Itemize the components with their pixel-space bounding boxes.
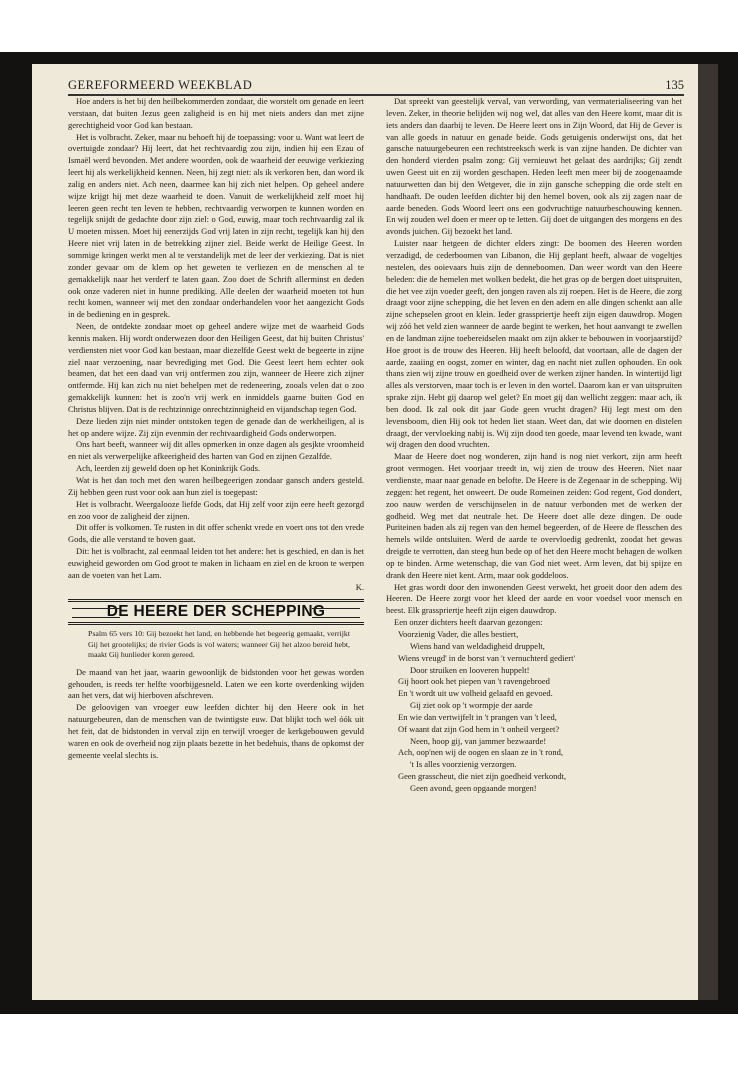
left-article [68,96,364,582]
poem [386,629,682,795]
author-signature: K. [355,581,364,592]
paragraph: Dit offer is volkomen. Te rusten in dit offer schenkt vrede en voert ons tot den vrede Gods, die alle verstand te boven gaat. [68,522,364,545]
page-number: 135 [665,78,684,92]
paragraph: Neen, de ontdekte zondaar moet op geheel andere wijze met de waarheid Gods kennis maken. Hij wordt onderwezen door den Heiligen Geest, dat hij buiten Christus' verdiensten niet voor God kan bestaan, maar diezelfde Geest wekt de begeerte in zijne ziel naar verzoening, naar bevrediging met God. Die Geest leert hem echter ook beamen, dat het een daad van vrij ontfermen zou zijn, wanneer de Heere zich zijner ontfermde. Hij kan zich nu niet behelpen met de redeneering, zooals velen dat o zoo gemakkelijk kunnen: het is zoo'n vrij werk en inmiddels gaarne buiten God en Christus blijven. Dat is de rechtzinnige onrechtzinnigheid en vijandschap tegen God. [68,321,364,414]
paragraph: Ons hart beeft, wanneer wij dit alles opmerken in onze dagen als gesjkte vroomheid en niet als verwerpelijke afkeerigheid des harten van God en zijnen Gezalfde. [68,439,364,462]
poem-line: Of waant dat zijn God hem in 't onheil vergeet? [398,723,560,734]
poem-line: En wie dan vertwijfelt in 't prangen van 't leed, [398,711,557,722]
publication-title: GEREFORMEERD WEEKBLAD [68,78,253,92]
poem-line: En 't wordt uit uw volheid gelaafd en gevoed. [398,688,553,699]
section-title: DE HEERE DER SCHEPPING [106,603,326,621]
paragraph: Deze lieden zijn niet minder ontstoken tegen de genade dan de werkheiligen, al is het op andere wijze. Zij zijn evenmin der rechtvaardigheid Gods onderworpen. [68,415,364,438]
paragraph: Het is volbracht. Weergalooze liefde Gods, dat Hij zelf voor zijn eere heeft gezorgd en zoo voor de zaligheid der zijnen. [68,498,364,521]
poem-line: Wiens vreugd' in de borst van 't vernuchterd gediert' [398,652,576,663]
poem-line: Neen, hoop gij, van jammer bezwaarde! [410,735,547,746]
poem-line: Gij hoort ook het piepen van 't ravengebroed [398,676,550,687]
paragraph: Het gras wordt door den inwonenden Geest verwekt, het groeit door den adem des Heeren. De Heere zorgt voor het kleed der aarde en voor voedsel voor mensch en beest. Elk grasspriertje heeft zijn eigen dauwdrop. [386,581,682,616]
poem-line: Ach, oop'nen wij de oogen en slaan ze in 't rond, [398,747,563,758]
paragraph: Wat is het dan toch met den waren heilbegeerigen zondaar gansch anders gesteld. Zij hebben geen rust voor ook aan hun ziel is toegepast: [68,475,364,497]
heading-ornament-right [312,608,360,618]
poem-line: Geen grasscheut, die niet zijn goedheid verkondt, [398,771,567,782]
left-column [68,96,364,986]
scripture-epigraph: Psalm 65 vers 10: Gij bezoekt het land, en hebbende het begeerig gemaakt, verrijkt Gij het grootelijks; de rivier Gods is vol waters; wanneer Gij het alzoo bereid hebt, maakt Gij hunlieder koren gereed. [88,629,350,660]
paragraph: Dat spreekt van geestelijk verval, van verwording, van vermaterialiseering van het leven. Zeker, in theorie belijden wij nog wel, dat alles van den Heere komt, maar dit is iets anders dan daarbij te leven. De Heere leert ons in Zijn Woord, dat Hij de Gever is van alle goeds in natuur en genade beide. Gods getuigenis onderwijst ons, dat het gansche natuurgebeuren een rechtstreeksch werk is van zijne handen. De dichter van den honderd vierden psalm zong: Gij vernieuwt het gelaat des aardrijks; Gij zendt uwen Geest uit en zij worden geschapen. Heden leeft men meer bij de zoogenaamde natuurwetten dan bij den Wetgever, die in zijn gansche schepping die orde stelt en handhaaft. De ouden leefden dichter bij den hemel boven, ook als zij zagen naar de aarde beneden. Gods Woord leert ons een godvruchtige natuurbeschouwing kennen. En wij zouden wel doen er meer op te letten. Gij doet de uitgangen des morgens en des avonds juichen. Gij bezoekt het land. [386,96,682,237]
paragraph: De geloovigen van vroeger euw leefden dichter bij den Heere ook in het natuurgebeuren, dan de menschen van de twintigste euw. Dat blijkt toch wel óók uit het feit, dat de bidstonden in verval zijn en terwijl vroeger de kerkgebouwen gevuld waren en ook de overheid nog zijn plaats bezette in het bedehuis, thans de opkomst der gemeente veelal slechts is. [68,702,364,760]
paragraph: De maand van het jaar, waarin gewoonlijk de bidstonden voor het gewas worden gehouden, is reeds ter helfte voorbijgesneld. Laten we een korte overdenking wijden aan het vers, dat wij hierboven afschreven. [68,666,364,701]
paragraph: Hoe anders is het bij den heilbekommerden zondaar, die worstelt om genade en leert verstaan, dat buiten Jezus geen zaligheid is en hij met niets anders dan met zijne gerechtigheid voor God kan bestaan. [68,96,364,130]
paragraph: Het is volbracht. Zeker, maar nu behoeft hij de toepassing: voor u. Want wat leert de overtuigde zondaar? Hij leert, dat het rechtvaardig zou zijn, indien hij een Ezau of Ismaël werd bevonden. Met andere woorden, ook de waarheid der eeuwige verkiezing leert hij als werkelijkheid kennen. Neen, hij zegt niet: als ik verkoren ben, dan word ik zalig en anders niet. Ach neen, daarmee kan hij zich niet helpen. Op geheel andere wijze krijgt hij met deze waarheid te doen. Vanuit de werkelijkheid zelf moet hij leeren geen recht ten leven te hebben, rechtvaardig verworpen te kunnen worden en tegelijk snijdt de gedachte door zijn ziel: o God, euwig, maar toch rechtvaardig zal ik U moeten missen. Moet hij eenerzijds God vrij laten in zijn recht, tegelijk kan hij den Heere niet vrij laten in de betrekking zijner ziel. Beide werkt de Heilige Geest. In sommige kringen werkt men al te verstandelijk met de leer der verkiezing. Dat is niet zonder gevaar om de klem op het geweten te verliezen en de menschen al te gemakkelijk naar het verderf te laten gaan. Zoo doet de Schrift allerminst en deden ook onze vaderen niet in hunne prediking. Alle deelen der waarheid moeten tot hun recht komen, wanneer wij met den zondaar onderhandelen voor het aangezicht Gods in de bediening en in gesprek. [68,131,364,320]
paragraph: Maar de Heere doet nog wonderen, zijn hand is nog niet verkort, zijn arm heeft groot vermogen. Het voorjaar treedt in, wij zien de trouw des Heeren. Niet naar verdienste, maar naar genade en belofte. De Heere is de Zegenaar in de schepping. Wij zeggen: het regent, het onweert. De oude Romeinen zeiden: God regent, God dondert, zoo nauw werden de verschijnselen in de natuur verbonden met de werken der godheid. Weg met dat neutrale het. De Heere doet alle deze dingen. De oude Puriteinen baden als zij regen van den hemel begeerden, of de Heere de flesschen des hemels wilde ontsluiten. Werd de aarde te overvloedig gedrenkt, zoodat het gewas dreigde te verrotten, dan steeg hun bede op of het den Heere mocht behagen de wolken op te binden. Arme wetenschap, die van God niet weet. Arm leven, dat bij spijze en drank den Heere niet kent. Arm, maar ook goddeloos. [386,451,682,580]
scan-border-edge [698,64,718,1000]
right-column [386,96,682,986]
paragraph: Dit: het is volbracht, zal eenmaal leiden tot het andere: het is geschied, en dan is het euwigheid geworden om God groot te maken in lichaam en ziel en de kroon te werpen aan de voeten van het Lam. [68,546,364,580]
poem-line: Wiens hand van weldadigheid druppelt, [410,640,545,651]
heading-ornament-left [72,608,120,618]
poem-line: Door struiken en looveren huppelt! [410,664,530,675]
page-header [68,78,684,96]
paragraph: Een onzer dichters heeft daarvan gezongen: [394,617,543,628]
newspaper-page [32,64,718,1000]
poem-line: Voorzienig Vader, die alles bestiert, [398,628,519,639]
section-heading-box [68,599,364,625]
paragraph: Ach, leerden zij geweld doen op het Koninkrijk Gods. [76,463,261,474]
paragraph: Luister naar hetgeen de dichter elders zingt: De boomen des Heeren worden verzadigd, de cederboomen van Libanon, die Hij geplant heeft, alwaar de vogeltjes nestelen, des ooievaars huis zijn de denneboomen. Dan weer wordt van den Heere beleden: die de hemelen met wolken bedekt, die het gras op de bergen doet uitspruiten, die het vee zijn voeder geeft, den jongen raven als zij roepen. Het is de Heere, die zorg draagt voor zijne schepping, die het leven en den adem en alle dingen schenkt aan alle zijne schepselen groot en klein. Ieder grasspriertje heeft zijn eigen dauwdrop. Mogen wij zóó het veld zien wanneer de aarde begint te werken, het hout aanvangt te zwellen en de landman zijne toebereidselen maakt om zijn akker te bebouwen in voorjaarstijd? Hoe groot is de trouw des Heeren. Hij heeft beloofd, dat voortaan, alle de dagen der aarde, zaaiing en oogst, zomer en winter, dag en nacht niet zullen ophouden. En ook thans zien wij zijne trouw en goedheid over de werken zijner handen. In wintertijd ligt alles als verstorven, maar toch is er leven in den wortel. Daarom kan er van uitspruiten sprake zijn. Hebt gij daarop wel gelet? En moet gij dan wellicht zeggen: maar ach, ik ben dood. Ik zal ook dit jaar Gode geen vrucht dragen? Hij legt mest om den levensboom, dien Hij ook tot heden liet staan. Weet dan, dat wie doornen en distelen draagt, der vervloeking nabij is. Wij zijn dood ten goede, maar levend ten kwade, want wij dragen den dood vruchten. [386,238,682,450]
right-article [386,96,682,629]
poem-line: 't Is alles voorzienig verzorgen. [410,759,517,770]
section-article [68,667,364,762]
poem-line: Geen avond, geen opgaande morgen! [410,782,537,793]
poem-line: Gij ziet ook op 't wormpje der aarde [410,700,533,711]
